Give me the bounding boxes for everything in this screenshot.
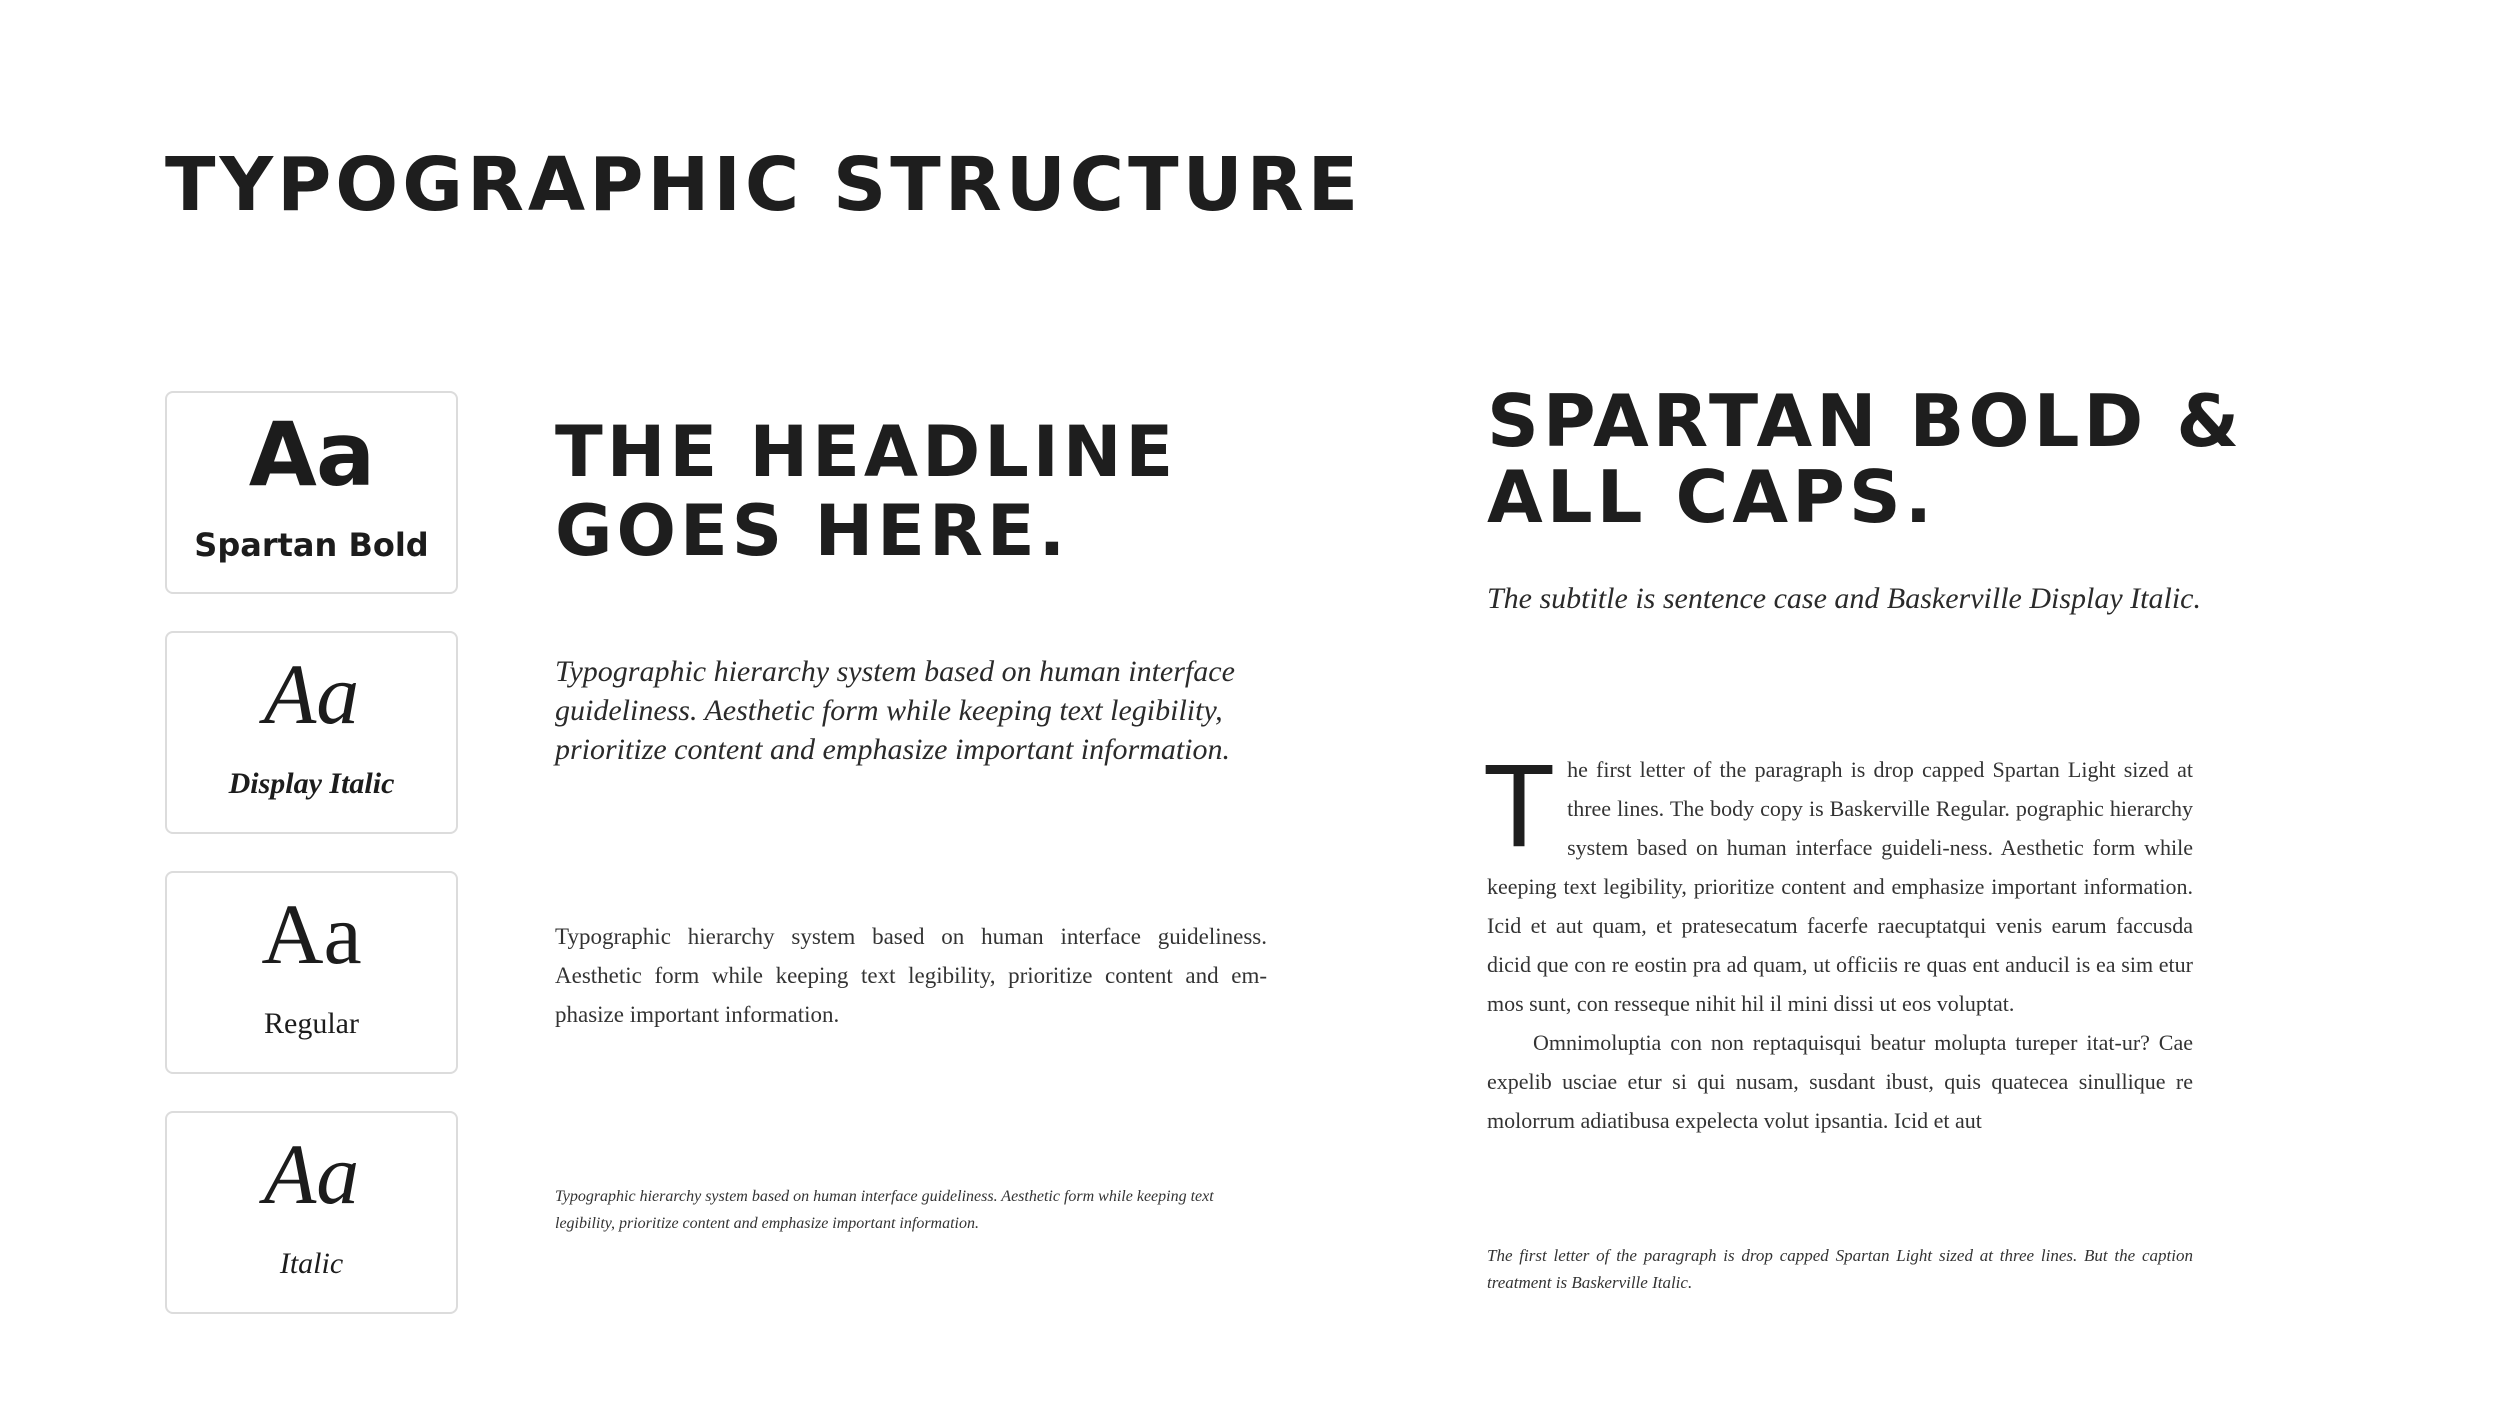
sample-headline — [555, 413, 1275, 571]
drop-cap: T — [1483, 740, 1556, 872]
specimen-label: Regular — [264, 1007, 359, 1040]
specimen-label: Spartan Bold — [194, 526, 429, 564]
specimen-card-regular — [165, 871, 458, 1074]
paragraph-text: he first letter of the paragraph is drop capped Spartan Light sized at three lines. The body copy is Baskerville Regular. pographic hierarchy system based on human interface guideli-ness. Aesthetic form while keeping text legibility, prioritize content and emphasize important information. Icid et aut quam, et pratesecatum facerfe raecuptatqui venis earum faccusda dicid que con re eostin pra ad quam, ut officiis re quas ent anducil is ea sim etur mos sunt, con resseque nihit hil il mini dissi ut eos voluptat. — [1487, 757, 2193, 1016]
body-paragraph: Omnimoluptia con non reptaquisqui beatur molupta tureper itat-ur? Cae expelib usciae etur si qui nusam, susdant ibust, quis quatecea sinullique re molorrum adiatibusa expelecta volut ipsantia. Icid et aut — [1487, 1030, 2193, 1133]
specimen-glyph: Aa — [248, 403, 375, 506]
headline-line: GOES HERE. — [555, 490, 1070, 572]
headline-line: ALL CAPS. — [1487, 455, 1937, 539]
example-headline — [1487, 379, 2247, 539]
example-caption: The first letter of the paragraph is drop capped Spartan Light sized at three lines. But the caption treatment is Baskerville Italic. — [1487, 1246, 2193, 1292]
specimen-glyph: Aa — [261, 886, 362, 982]
headline-line: THE HEADLINE — [555, 411, 1178, 493]
specimen-label: Display Italic — [228, 767, 395, 800]
specimen-card-italic — [165, 1111, 458, 1314]
body-paragraph — [1483, 740, 2193, 1023]
specimen-glyph: Aa — [263, 646, 360, 742]
headline-line: SPARTAN BOLD & — [1487, 379, 2244, 463]
page-title: TYPOGRAPHIC STRUCTURE — [165, 142, 1363, 228]
sample-subtitle-italic: Typographic hierarchy system based on human interface guideliness. Aesthetic form while keeping text legibility, prioritize content and emphasize important information. — [555, 655, 1235, 766]
example-body-copy — [1483, 740, 2193, 1140]
sample-body-regular: Typographic hierarchy system based on human interface guideliness. Aesthetic form while keeping text legibility, prioritize content and em-phasize important information. — [555, 924, 1267, 1027]
specimen-card-spartan-bold — [165, 391, 458, 594]
example-subtitle: The subtitle is sentence case and Baskerville Display Italic. — [1487, 582, 2201, 615]
specimen-card-display-italic — [165, 631, 458, 834]
specimen-glyph: Aa — [263, 1126, 360, 1222]
specimen-label: Italic — [279, 1247, 344, 1280]
sample-caption-italic: Typographic hierarchy system based on human interface guideliness. Aesthetic form while keeping text legibility, prioritize content and emphasize important information. — [555, 1188, 1214, 1232]
